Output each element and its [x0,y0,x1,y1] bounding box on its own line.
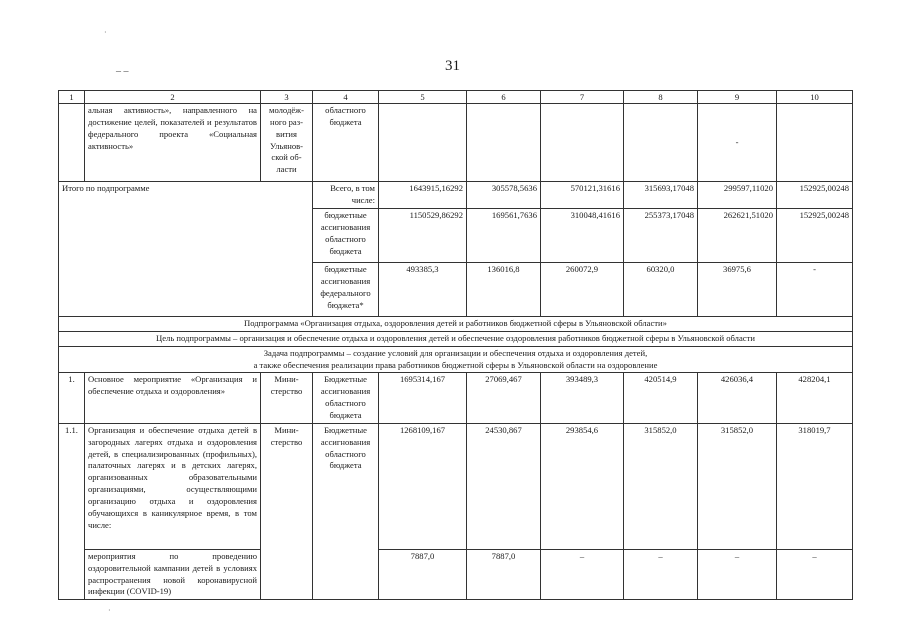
header-cell: 7 [541,91,624,104]
value-cell: 136016,8 [467,263,541,317]
header-cell: 6 [467,91,541,104]
table-row [59,104,853,182]
measure-name: мероприятия по проведению оздоровительной кампании детей в условиях распространения новой коронавирусной инфекции (COVID-19) [85,549,261,599]
table-row [59,373,853,423]
funding-source: бюджетные ассигнования областного бюджета [313,209,379,263]
header-cell: 4 [313,91,379,104]
executor: Мини-стерство [261,373,313,423]
value-cell: 27069,467 [467,373,541,423]
scan-dot: · [108,606,111,615]
header-cell: 5 [379,91,467,104]
value-cell: 169561,7636 [467,209,541,263]
value-cell: – [541,549,624,599]
value-cell: 315852,0 [698,423,777,549]
funding-source: Бюджетные ассигнования областного бюджета [313,373,379,423]
scan-dot: · [104,28,107,37]
value-cell: 318019,7 [777,423,853,549]
value-cell: 7887,0 [467,549,541,599]
header-row [59,91,853,104]
value-cell: 305578,5636 [467,182,541,209]
table-row [59,549,853,599]
subprogram-task-line: а также обеспечения реализации права работников бюджетной сферы в Ульяновской области на оздоровление [253,359,658,370]
funding-source: бюджетные ассигнования федерального бюджета* [313,263,379,317]
value-cell: 293854,6 [541,423,624,549]
value-cell: 426036,4 [698,373,777,423]
value-cell: 310048,41616 [541,209,624,263]
value-cell: 428204,1 [777,373,853,423]
value-cell: 60320,0 [624,263,698,317]
value-cell: 152925,00248 [777,182,853,209]
value-cell: - [698,104,777,182]
subprogram-task-row [59,346,853,373]
value-cell: 1695314,167 [379,373,467,423]
value-cell: 152925,00248 [777,209,853,263]
value-cell: 1150529,86292 [379,209,467,263]
funding-source: областного бюджета [313,104,379,182]
value-cell: 255373,17048 [624,209,698,263]
value-cell: 315852,0 [624,423,698,549]
value-cell: 260072,9 [541,263,624,317]
header-cell: 10 [777,91,853,104]
value-cell: 36975,6 [698,263,777,317]
subprogram-title-row [59,317,853,332]
value-cell: 7887,0 [379,549,467,599]
executor: Мини-стерство [261,423,313,549]
value-cell: - [777,263,853,317]
subprogram-task [59,346,853,373]
value-cell: 1268109,167 [379,423,467,549]
measure-name: Основное мероприятие «Организация и обеспечение отдыха и оздоровления» [85,373,261,423]
table-row [59,182,853,209]
value-cell: 393489,3 [541,373,624,423]
value-cell: 299597,11020 [698,182,777,209]
header-cell: 8 [624,91,698,104]
table-row [59,423,853,549]
header-cell: 3 [261,91,313,104]
funding-source: Всего, в том числе: [313,182,379,209]
budget-table [58,90,853,600]
row-number: 1. [59,373,85,423]
measure-name: Организация и обеспечение отдыха детей в загородных лагерях отдыха и оздоровления детей, в специализированных (профильных), палаточных лагерях и в детских лагерях, организованных образовательными организациями, осуществляющими организацию отдыха и оздоровления обучающихся в каникулярное время, в том числе: [85,423,261,549]
subprogram-goal-row [59,331,853,346]
subprogram-title: Подпрограмма «Организация отдыха, оздоровления детей и работников бюджетной сферы в Ульяновской области» [59,317,853,332]
value-cell: 570121,31616 [541,182,624,209]
value-cell: – [624,549,698,599]
subprogram-goal: Цель подпрограммы – организация и обеспечение отдыха и оздоровления детей и обеспечение оздоровления работников бюджетной сферы в Ульяновской области [59,331,853,346]
subprogram-task-line: Задача подпрограммы – создание условий для организации и обеспечения отдыха и оздоровления детей, [263,347,648,358]
page-number: 31 [445,58,460,74]
row-number: 1.1. [59,423,85,549]
value-cell: 315693,17048 [624,182,698,209]
value-cell: 493385,3 [379,263,467,317]
scan-mark: – – [116,66,129,77]
executor: молодёж-ного раз-вития Ульянов-ской об-ласти [261,104,313,182]
total-label: Итого по подпрограмме [59,182,313,317]
header-cell: 2 [85,91,261,104]
value-cell: 1643915,16292 [379,182,467,209]
header-cell: 1 [59,91,85,104]
value-cell: 24530,867 [467,423,541,549]
value-cell: – [777,549,853,599]
value-cell: 420514,9 [624,373,698,423]
header-cell: 9 [698,91,777,104]
measure-name: альная активность», направленного на достижение целей, показателей и результатов федерального проекта «Социальная активность» [85,104,261,182]
funding-source: Бюджетные ассигнования областного бюджета [313,423,379,549]
value-cell: – [698,549,777,599]
value-cell: 262621,51020 [698,209,777,263]
